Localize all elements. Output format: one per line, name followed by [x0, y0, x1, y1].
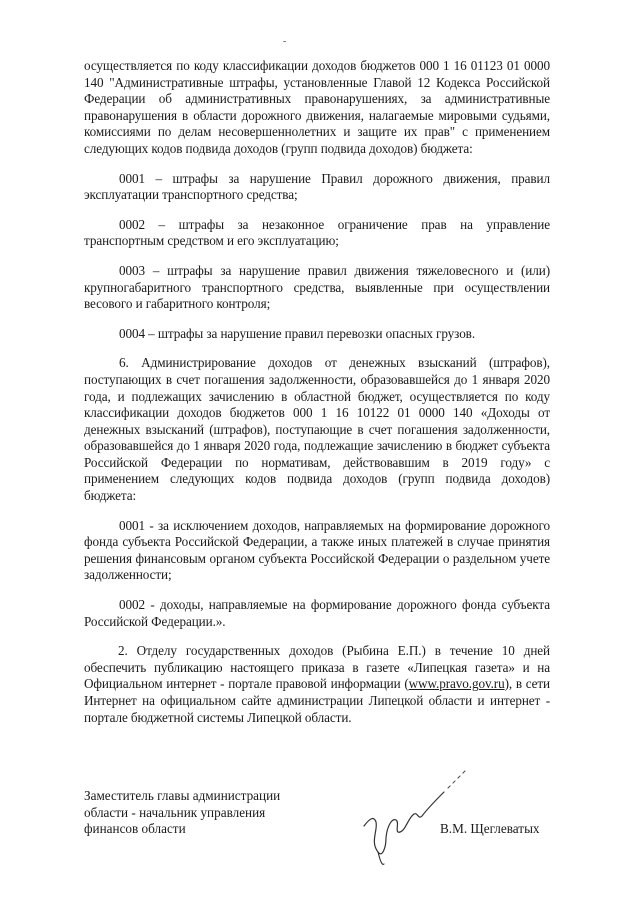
paragraph-item-2 [84, 643, 550, 726]
document-body [84, 58, 550, 726]
item-2-text-end: ), в сети Интернет на официальном сайте администрации Липецкой области и интернет - портале бюджетной системы Липецкой области. [84, 676, 550, 725]
signatory-name: В.М. Щеглеватых [440, 821, 540, 836]
paragraph-item-6: 6. Администрирование доходов от денежных взысканий (штрафов), поступающих в счет погашения задолженности, образовавшейся до 1 января 2020 года, и подлежащих зачислению в областной бюджет, осуществляется по коду классификации доходов бюджетов 000 1 16 10122 01 0000 140 «Доходы от денежных взысканий (штрафов), поступающие в счет погашения задолженности, образовавшейся до 1 января 2020 года, подлежащие зачислению в бюджет субъекта Российской Федерации по нормативам, действовавшим в 2019 году» с применением следующих кодов подвида доходов (групп подвида доходов) бюджета: [84, 355, 550, 504]
paragraph-item-6-code-0001: 0001 - за исключением доходов, направляемых на формирование дорожного фонда субъекта Российской Федерации, а также иных платежей в случае принятия решения финансовым органом субъекта Российской Федерации о раздельном учете задолженности; [84, 517, 550, 583]
item-2-text-start: 2. Отделу государственных доходов (Рыбина Е.П.) в течение 10 дней обеспечить публикацию настоящего приказа в газете «Липецкая газета» и на Официальном интернет - портале правовой информации ( [84, 643, 550, 692]
paragraph-continuation: осуществляется по коду классификации доходов бюджетов 000 1 16 01123 01 0000 140 "Административные штрафы, установленные Главой 12 Кодекса Российской Федерации об административных правонарушениях, за административные правонарушения в области дорожного движения, налагаемые мировыми судьями, комиссиями по делам несовершеннолетних и защите их прав" с применением следующих кодов подвида доходов (групп подвида доходов) бюджета: [84, 58, 550, 156]
handwritten-signature [356, 748, 476, 868]
paragraph-code-0002: 0002 – штрафы за незаконное ограничение прав на управление транспортным средством и его эксплуатацию; [84, 216, 550, 249]
paragraph-item-6-code-0002: 0002 - доходы, направляемые на формирование дорожного фонда субъекта Российской Федерации.». [84, 597, 550, 629]
signature-block [84, 788, 550, 838]
pravo-link[interactable]: www.pravo.gov.ru [408, 676, 505, 692]
paragraph-code-0004: 0004 – штрафы за нарушение правил перевозки опасных грузов. [119, 325, 476, 341]
signatory-title: Заместитель главы администрации области - начальник управления финансов области [84, 788, 281, 837]
paragraph-code-0001: 0001 – штрафы за нарушение Правил дорожного движения, правил эксплуатации транспортного средства; [84, 170, 550, 203]
paragraph-code-0003: 0003 – штрафы за нарушение правил движения тяжеловесного и (или) крупногабаритного транспортного средства, выявленные при осуществлении весового и габаритного контроля; [84, 262, 550, 312]
page-mark: - [283, 36, 287, 47]
